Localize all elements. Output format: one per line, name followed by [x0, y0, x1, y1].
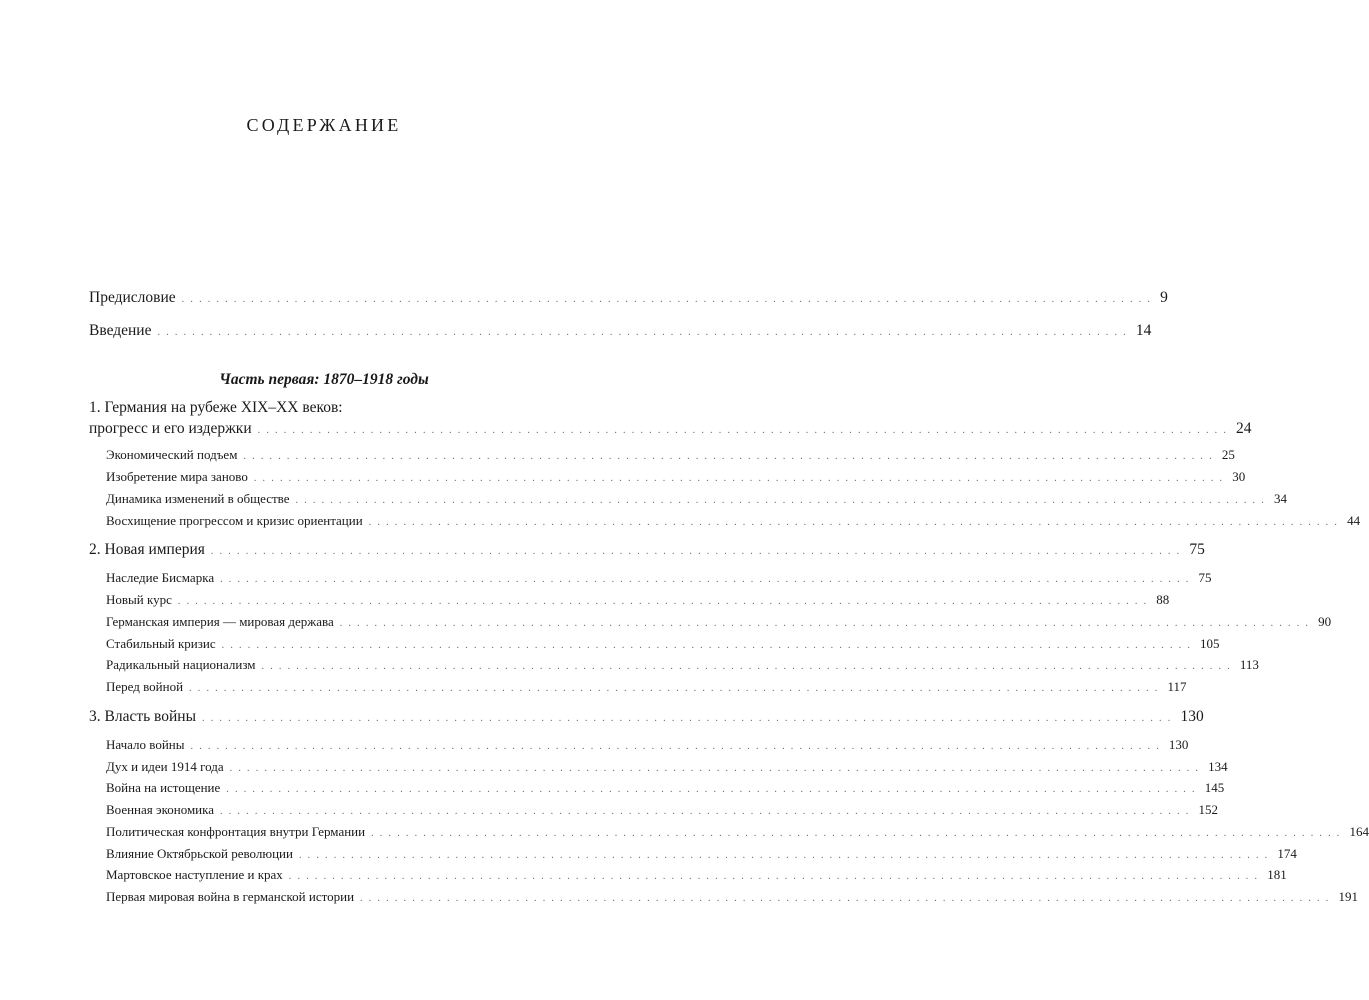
section-label: Экономический подъем [106, 447, 238, 462]
section-label: Мартовское наступление и крах [106, 867, 283, 882]
section-label: Наследие Бисмарка [106, 570, 215, 585]
section-label: Восхищение прогрессом и кризис ориентации [106, 513, 363, 528]
dot-leader: ................................................................................................................ [298, 850, 1274, 861]
section-label: Война на истощение [106, 780, 221, 795]
toc-entry-label: Введение [89, 322, 152, 339]
page-number: 24 [1236, 420, 1252, 437]
toc-entry-introduction [89, 322, 1152, 340]
section-label: Радикальный национализм [106, 657, 256, 672]
page-number: 130 [1168, 737, 1189, 752]
section-label: Перед войной [106, 679, 184, 694]
toc-section [106, 657, 1259, 673]
section-label: Влияние Октябрьской революции [106, 846, 293, 861]
page-number: 105 [1200, 636, 1220, 651]
chapter-1-title-line1: 1. Германия на рубеже XIX–XX веков: [89, 399, 343, 416]
dot-leader: ................................................................................................................ [189, 683, 1164, 694]
page-number: 88 [1156, 592, 1170, 607]
toc-section [106, 491, 1287, 507]
chapter-title: 2. Новая империя [89, 541, 205, 558]
section-label: Начало войны [106, 737, 185, 752]
toc-section [106, 867, 1287, 883]
section-label: Дух и идеи 1914 года [106, 759, 224, 774]
dot-leader: ................................................................................................................ [229, 763, 1205, 774]
section-label: Военная экономика [106, 802, 215, 817]
toc-section [106, 469, 1246, 485]
dot-leader: ................................................................................................................ [226, 784, 1201, 795]
toc-entry-label: Предисловие [89, 289, 176, 306]
dot-leader: ................................................................................................................ [220, 806, 1195, 817]
part-heading: Часть первая: 1870–1918 годы [219, 371, 429, 388]
page-number: 117 [1167, 679, 1187, 694]
section-label: Первая мировая война в германской истории [106, 889, 355, 904]
section-label: Германская империя — мировая держава [106, 614, 334, 629]
page-number: 174 [1277, 846, 1297, 861]
toc-section [106, 570, 1212, 586]
chapter-title-line2: прогресс и его издержки [89, 420, 252, 437]
page-number: 90 [1318, 614, 1332, 629]
page-title: СОДЕРЖАНИЕ [246, 115, 402, 135]
dot-leader: ................................................................................................................ [339, 618, 1315, 629]
dot-leader: ................................................................................................................ [181, 294, 1157, 305]
toc-section [106, 737, 1189, 753]
toc-section [106, 846, 1297, 862]
dot-leader: ................................................................................................................ [360, 893, 1335, 904]
dot-leader: ................................................................................................................ [288, 871, 1264, 882]
chapter-title: 3. Власть войны [89, 708, 197, 725]
dot-leader: ................................................................................................................ [253, 473, 1229, 484]
section-label: Динамика изменений в обществе [106, 491, 290, 506]
toc-entry-chapter-1 [89, 420, 1252, 438]
section-label: Политическая конфронтация внутри Германии [106, 824, 366, 839]
page-number: 14 [1135, 322, 1152, 339]
toc-section [106, 447, 1235, 463]
dot-leader: ................................................................................................................ [257, 425, 1233, 436]
dot-leader: ................................................................................................................ [295, 495, 1270, 506]
page-number: 75 [1189, 541, 1205, 558]
toc-section [106, 513, 1361, 529]
toc-section [106, 636, 1220, 652]
page-number: 25 [1221, 447, 1235, 462]
toc-section [106, 780, 1225, 796]
page-number: 134 [1208, 759, 1228, 774]
page-number: 191 [1338, 889, 1358, 904]
toc-section [106, 592, 1170, 608]
dot-leader: ................................................................................................................ [261, 661, 1236, 672]
page-number: 113 [1239, 657, 1259, 672]
page-number: 34 [1273, 491, 1287, 506]
toc-section [106, 824, 1369, 840]
toc-section [106, 802, 1218, 818]
toc-entry-chapter-2 [89, 541, 1205, 559]
toc-section [106, 614, 1332, 630]
section-label: Изобретение мира заново [106, 469, 248, 484]
section-label: Новый курс [106, 592, 172, 607]
page-number: 9 [1160, 289, 1168, 306]
dot-leader: ................................................................................................................ [220, 574, 1195, 585]
page-number: 75 [1198, 570, 1212, 585]
dot-leader: ................................................................................................................ [371, 828, 1346, 839]
page-number: 145 [1204, 780, 1225, 795]
page-number: 152 [1198, 802, 1218, 817]
page-number: 44 [1347, 513, 1361, 528]
dot-leader: ................................................................................................................ [243, 451, 1218, 462]
toc-entry-chapter-3 [89, 708, 1204, 726]
toc-section [106, 759, 1228, 775]
page-number: 30 [1232, 469, 1246, 484]
section-label: Стабильный кризис [106, 636, 216, 651]
page-number: 181 [1267, 867, 1287, 882]
dot-leader: ................................................................................................................ [210, 546, 1186, 557]
dot-leader: ................................................................................................................ [202, 713, 1177, 724]
toc-entry-preface [89, 289, 1168, 307]
dot-leader: ................................................................................................................ [190, 741, 1165, 752]
toc-section [106, 889, 1358, 905]
page-number: 164 [1349, 824, 1369, 839]
dot-leader: ................................................................................................................ [221, 640, 1197, 651]
dot-leader: ................................................................................................................ [177, 596, 1153, 607]
dot-leader: ................................................................................................................ [368, 517, 1344, 528]
page-number: 130 [1180, 708, 1204, 725]
toc-section [106, 679, 1187, 695]
dot-leader: ................................................................................................................ [157, 327, 1132, 338]
